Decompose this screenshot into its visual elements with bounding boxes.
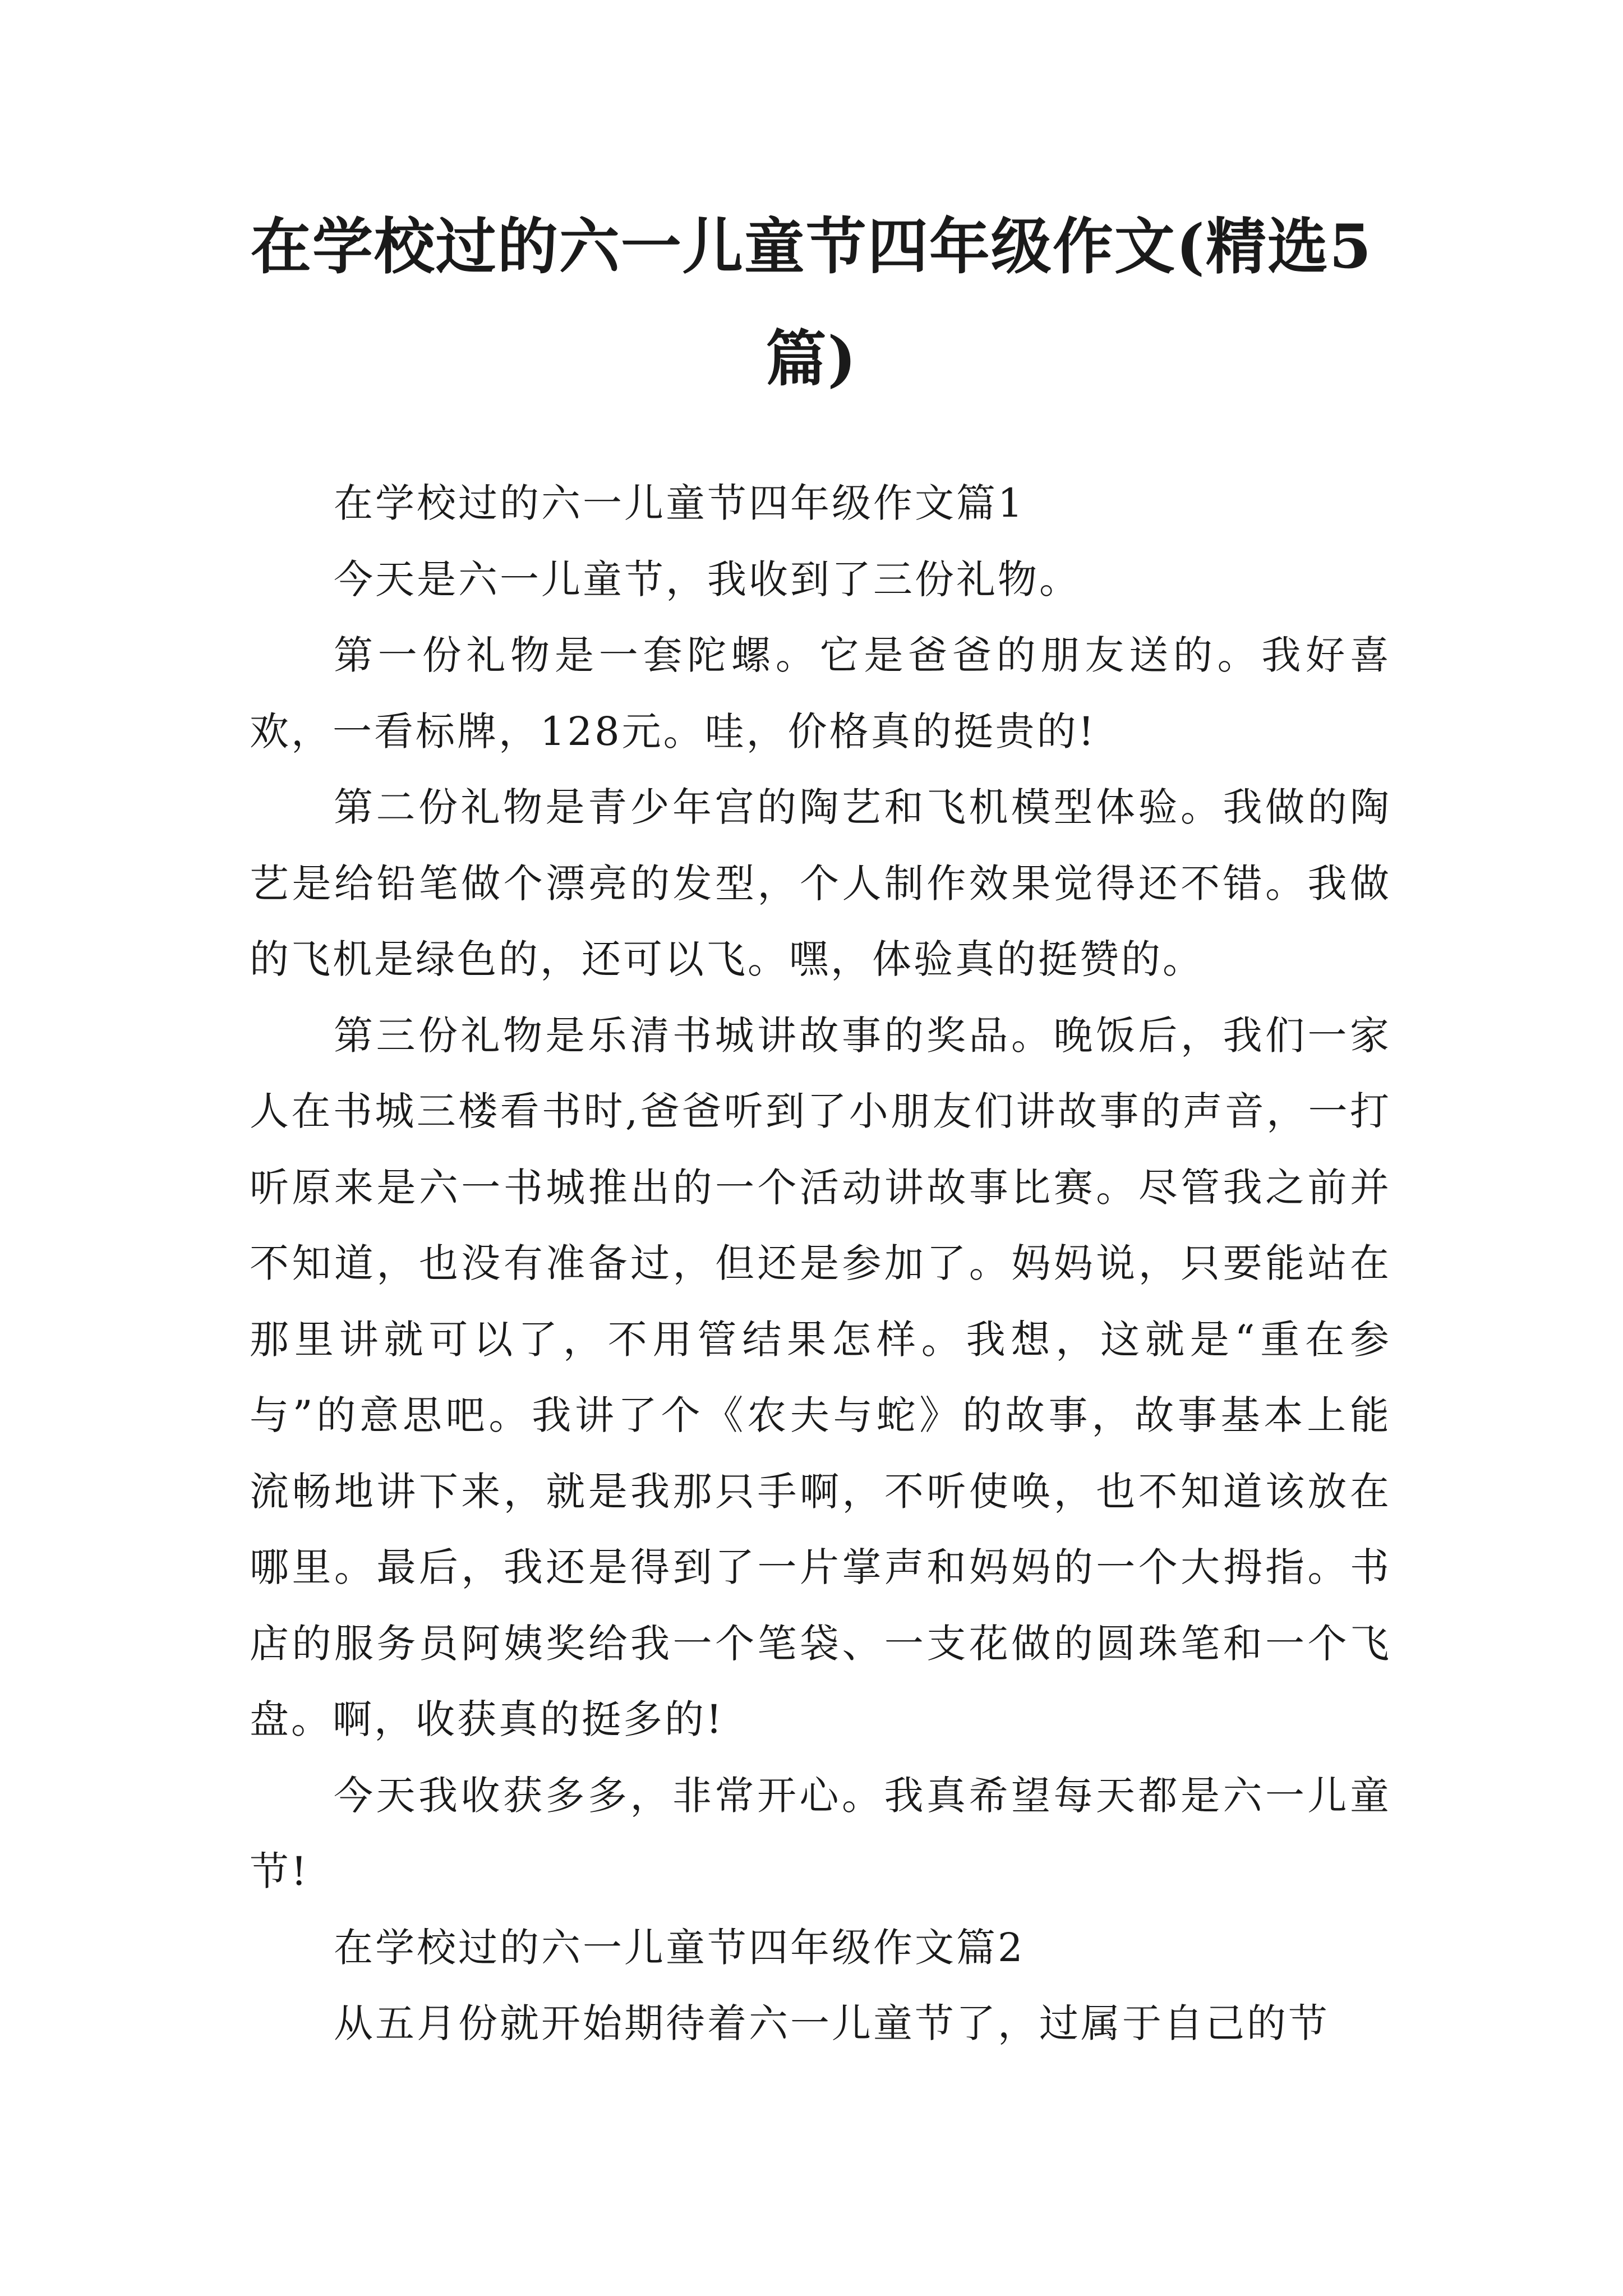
document-title: 在学校过的六一儿童节四年级作文(精选5篇) bbox=[250, 211, 1373, 394]
paragraph: 今天我收获多多，非常开心。我真希望每天都是六一儿童节! bbox=[250, 1772, 1391, 1894]
section-heading-1: 在学校过的六一儿童节四年级作文篇1 bbox=[334, 480, 1025, 526]
paragraph: 第一份礼物是一套陀螺。它是爸爸的朋友送的。我好喜欢，一看标牌，128元。哇，价格真的挺贵的! bbox=[250, 632, 1391, 754]
paragraph: 从五月份就开始期待着六一儿童节了，过属于自己的节 bbox=[334, 2000, 1330, 2046]
paragraph: 今天是六一儿童节，我收到了三份礼物。 bbox=[334, 556, 1081, 602]
paragraph: 第二份礼物是青少年宫的陶艺和飞机模型体验。我做的陶艺是给铅笔做个漂亮的发型，个人制作效果觉得还不错。我做的飞机是绿色的，还可以飞。嘿，体验真的挺赞的。 bbox=[250, 784, 1391, 982]
section-heading-2: 在学校过的六一儿童节四年级作文篇2 bbox=[334, 1924, 1025, 1971]
paragraph: 第三份礼物是乐清书城讲故事的奖品。晚饭后，我们一家人在书城三楼看书时,爸爸听到了小朋友们讲故事的声音，一打听原来是六一书城推出的一个活动讲故事比赛。尽管我之前并不知道，也没有准备过，但还是参加了。妈妈说，只要能站在那里讲就可以了，不用管结果怎样。我想，这就是“重在参与”的意思吧。我讲了个《农夫与蛇》的故事，故事基本上能流畅地讲下来，就是我那只手啊，不听使唤，也不知道该放在哪里。最后，我还是得到了一片掌声和妈妈的一个大拇指。书店的服务员阿姨奖给我一个笔袋、一支花做的圆珠笔和一个飞盘。啊，收获真的挺多的! bbox=[250, 1012, 1391, 1742]
document-body bbox=[250, 466, 1391, 2062]
